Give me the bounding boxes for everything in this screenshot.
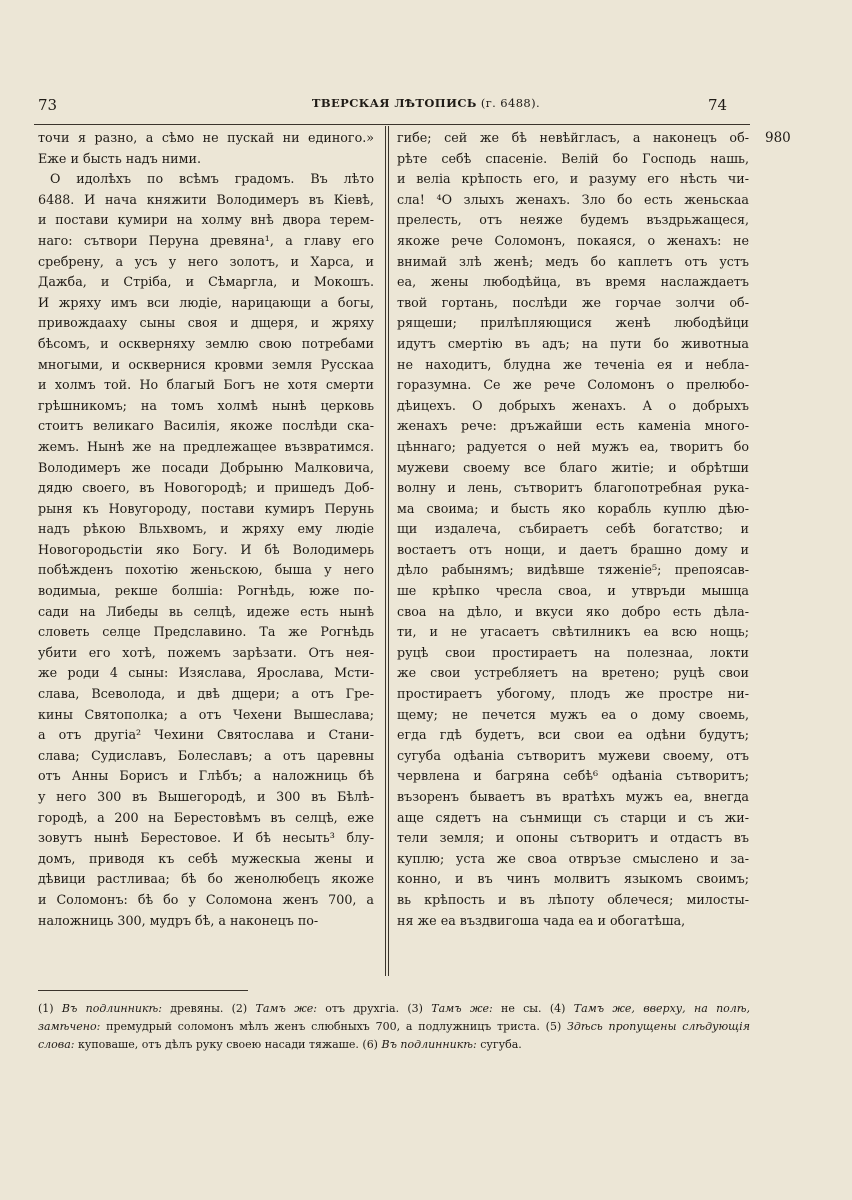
text-line: мужеви своему все благо житіе; и обрѣтши — [397, 459, 749, 475]
text-line: точи я разно, а сѣмо не пускай ни единого.» — [38, 130, 374, 145]
text-line: и холмъ той. Но благый Богъ не хотя смерти — [38, 377, 374, 393]
text-line: бѣсомъ, и оскверняху землю свою потребами — [38, 335, 374, 351]
text-line: аще сядетъ на сънмищи съ старци и съ жи- — [397, 809, 749, 825]
footnote-segment: Тамъ же: — [431, 1002, 493, 1015]
text-line: у него 300 въ Вышегородѣ, и 300 въ Бѣлѣ- — [38, 789, 374, 804]
text-line: твой гортань, послѣди же горчае золчи об- — [397, 294, 749, 310]
text-line: отъ Анны Борисъ и Глѣбъ; а наложниць бѣ — [38, 768, 374, 784]
text-line: и веліа крѣпость его, и разуму его нѣсть чи- — [397, 171, 749, 187]
text-line: ти, и не угасаетъ свѣтилникъ еа всю нощь; — [397, 624, 749, 640]
right-column — [397, 128, 749, 931]
text-line: привождааху сыны своя и дщеря, и жряху — [38, 315, 374, 331]
text-line: внимай злѣ женѣ; медъ бо каплетъ отъ устъ — [397, 253, 749, 269]
text-line: сугуба одѣаніа сътворитъ мужеви своему, отъ — [397, 747, 749, 763]
text-line: водимыа, рекше болшіа: Рогнѣдь, юже по- — [38, 583, 374, 599]
footnote-segment: не сы. (4) — [492, 1002, 574, 1015]
text-line: рѣте себѣ спасеніе. Велій бо Господь нашь, — [397, 150, 749, 166]
text-line: дѣицехъ. О добрыхъ женахъ. А о добрыхъ — [397, 397, 749, 413]
left-column — [38, 128, 374, 931]
text-line: же свои устребляетъ на вретено; руцѣ свои — [397, 665, 749, 681]
footnote-segment: сугуба. — [476, 1038, 522, 1051]
text-line: сребрену, а усъ у него золотъ, и Харса, и — [38, 253, 374, 269]
text-line: стоитъ великаго Василія, якоже послѣди ска- — [38, 418, 374, 434]
text-line: дѣло рабынямъ; видѣвше тяженіе⁵; препоясав- — [397, 562, 749, 578]
footnote-segment: Въ подлинникѣ: — [381, 1038, 477, 1051]
text-line: ма своима; и бысть яко корабль куплю дѣю- — [397, 500, 749, 516]
chronicle-year: (г. 6488). — [480, 96, 541, 110]
text-line: же роди 4 сыны: Изяслава, Ярослава, Мсти- — [38, 665, 374, 681]
footnotes — [38, 1000, 750, 1054]
text-line: жемъ. Нынѣ же на предлежащее възвратимся. — [38, 438, 374, 454]
text-line: слава, Всеволода, и двѣ дщери; а отъ Гре- — [38, 686, 374, 702]
footnote-segment: отъ друхгіа. (3) — [316, 1002, 432, 1015]
chronicle-title: ТВЕРСКАЯ ЛѢТОПИСЬ — [311, 96, 477, 110]
text-line: городѣ, а 200 на Берестовѣмъ въ селцѣ, еже — [38, 809, 374, 825]
text-line: тели земля; и опоны сътворитъ и отдастъ въ — [397, 830, 749, 846]
footnote-segment: древяны. (2) — [161, 1002, 256, 1015]
text-line: своа на дѣло, и вкуси яко добро есть дѣла- — [397, 603, 749, 619]
text-line: грѣшникомъ; на томъ холмѣ нынѣ церковь — [38, 397, 374, 413]
text-line: вь крѣпость и въ лѣпоту облечеся; милосты- — [397, 891, 749, 907]
text-line: ше крѣпко чресла своа, и утвръди мышца — [397, 583, 749, 599]
text-line: сла! ⁴О злыхъ женахъ. Зло бо есть женьскаа — [397, 191, 749, 207]
text-line: простираетъ убогому, плодъ же простре ни- — [397, 686, 749, 702]
text-line: Новогородьстіи яко Богу. И бѣ Володимерь — [38, 541, 374, 557]
text-line: волну и лень, сътворитъ благопотребная рука- — [397, 480, 749, 496]
text-line: дядю своего, въ Новогородѣ; и пришедъ Доб- — [38, 480, 374, 496]
footnote-line — [38, 1000, 750, 1018]
text-line: побѣжденъ похотію женьскою, быша у него — [38, 562, 374, 578]
footnote-rule — [38, 990, 248, 991]
text-line: възоренъ бываетъ въ вратѣхъ мужъ еа, внегда — [397, 789, 749, 804]
text-line: якоже рече Соломонъ, покаяся, о женахъ: не — [397, 232, 749, 248]
text-line: И жряху имъ вси людіе, нарицающи а богы, — [38, 294, 374, 310]
margin-year-note: 980 — [765, 130, 791, 146]
text-line: ня же еа въздвигоша чада еа и обогатѣша, — [397, 912, 686, 928]
page-number-left: 73 — [38, 96, 58, 114]
text-line: щему; не печется мужъ еа о дому своемь, — [397, 706, 749, 722]
text-line: прелесть, отъ неяже будемъ въздрьжащеся, — [397, 212, 749, 228]
footnote-segment: замѣчено: — [38, 1020, 101, 1033]
text-line: словеть селце Предславино. Та же Рогнѣдь — [38, 624, 374, 640]
text-line: горазумна. Се же рече Соломонъ о прелюбо- — [397, 377, 749, 393]
text-line: женахъ рече: дръжайши есть каменіа много- — [397, 418, 749, 434]
text-line: не находитъ, блудна же теченіа ея и небла- — [397, 356, 749, 372]
text-line: и Соломонъ: бѣ бо у Соломона женъ 700, а — [38, 891, 374, 907]
text-line: Еже и бысть надъ ними. — [38, 150, 201, 166]
footnote-segment: куповаше, отъ дѣлъ руку своею насади тяжаше. (6) — [74, 1038, 382, 1051]
text-line: зовутъ нынѣ Берестовое. И бѣ несыть³ блу- — [38, 830, 374, 846]
text-line: идутъ смертію въ адъ; на пути бо животныа — [397, 335, 749, 351]
text-line: егда гдѣ будетъ, вси свои еа одѣни будутъ; — [397, 727, 749, 743]
footnote-segment: премудрый соломонъ мѣлъ женъ слюбныхъ 700, а подлужницъ триста. (5) — [100, 1020, 568, 1033]
footnote-segment: Здѣсь пропущены слѣдующія — [567, 1020, 750, 1033]
text-line: куплю; уста же своа отвръзе смыслено и за- — [397, 850, 749, 866]
text-line: рыня къ Новугороду, постави кумиръ Перунь — [38, 500, 374, 516]
footnote-segment: Въ подлинникѣ: — [61, 1002, 162, 1015]
text-line: домъ, приводя къ себѣ мужескыа жены и — [38, 850, 374, 866]
text-line: руцѣ свои простираетъ на полезнаа, локти — [397, 644, 749, 660]
text-line: О идолѣхъ по всѣмъ градомъ. Въ лѣто — [50, 171, 374, 187]
text-line: гибе; сей же бѣ невѣйгласъ, а наконецъ об- — [397, 130, 749, 145]
column-divider — [385, 126, 386, 976]
text-line: сади на Либеды вь селцѣ, идеже есть нынѣ — [38, 603, 374, 619]
text-line: конно, и въ чинъ молвитъ языкомъ своимъ; — [397, 871, 749, 887]
text-line: надъ рѣкою Вльхвомъ, и жряху ему людіе — [38, 521, 374, 537]
footnote-segment: Тамъ же, вверху, на полѣ, — [573, 1002, 750, 1015]
text-line: наложниць 300, мудръ бѣ, а наконецъ по- — [38, 912, 319, 928]
text-line: цѣннаго; радуется о ней мужъ еа, творитъ бо — [397, 438, 749, 454]
footnote-segment: (1) — [38, 1002, 62, 1015]
text-line: Дажба, и Стрiба, и Сѣмаргла, и Мокошъ. — [38, 274, 374, 290]
text-line: а отъ другіа² Чехини Святослава и Стани- — [38, 727, 374, 743]
footnote-line — [38, 1018, 750, 1036]
text-line: еа, жены любодѣйца, въ время наслаждаетъ — [397, 274, 749, 290]
footnote-line — [38, 1036, 750, 1054]
text-line: кины Святополка; а отъ Чехени Вышеслава; — [38, 706, 374, 722]
text-line: щи издалеча, събираетъ себѣ богатство; и — [397, 521, 749, 537]
text-line: убити его хотѣ, пожемъ зарѣзати. Отъ нея- — [38, 644, 374, 660]
footnote-segment: Тамъ же: — [255, 1002, 317, 1015]
header-rule — [34, 124, 750, 125]
text-line: многыми, и осквернися кровми земля Русскаа — [38, 356, 374, 372]
text-line: наго: сътвори Перуна древяна¹, а главу его — [38, 232, 374, 248]
page-number-right: 74 — [708, 96, 728, 114]
text-line: червлена и багряна себѣ⁶ одѣаніа сътворитъ; — [397, 768, 749, 784]
text-line: слава; Судиславъ, Болеславъ; а отъ царевны — [38, 747, 374, 763]
text-line: Володимеръ же посади Добрыню Малковича, — [38, 459, 374, 475]
footnote-segment: слова: — [38, 1038, 75, 1051]
text-line: востаетъ отъ нощи, и даетъ брашно дому и — [397, 541, 749, 557]
column-divider — [388, 126, 389, 976]
text-line: 6488. И нача княжити Володимеръ въ Кіевѣ, — [38, 191, 374, 207]
text-line: и постави кумири на холму внѣ двора терем- — [38, 212, 374, 228]
text-line: дѣвици растливаа; бѣ бо женолюбецъ якоже — [38, 871, 374, 887]
text-line: рящеши; прилѣпляющися женѣ любодѣйци — [397, 315, 749, 331]
